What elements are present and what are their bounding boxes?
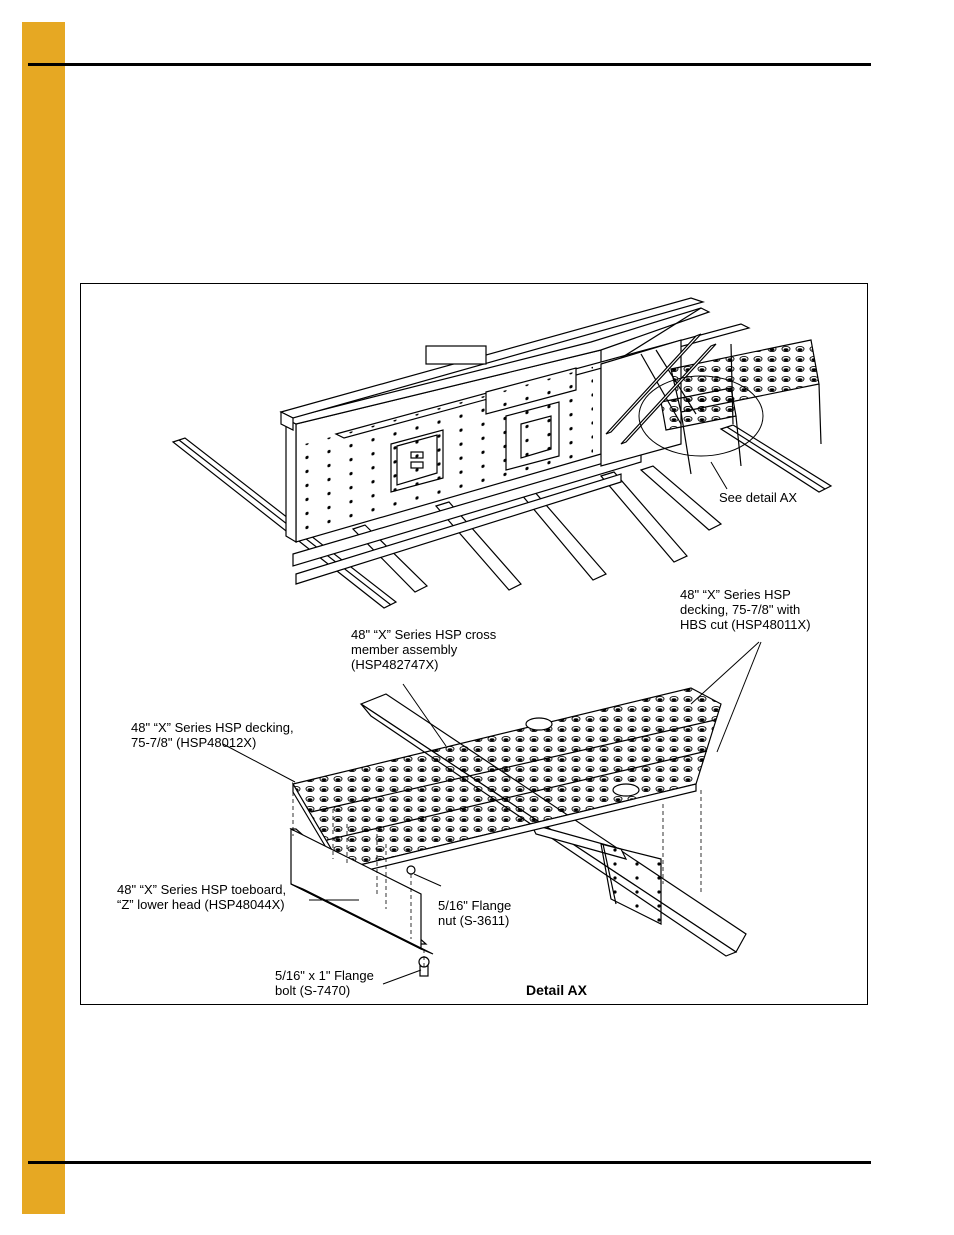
decking-hbs-label: 48" “X” Series HSP decking, 75-7/8" with HBS cut (HSP48011X): [680, 587, 811, 632]
see-detail-label: See detail AX: [719, 490, 798, 505]
detail-title: Detail AX: [526, 982, 587, 998]
detail-ax-drawing: [291, 688, 746, 976]
flange-bolt-label: 5/16" x 1" Flange bolt (S-7470): [275, 968, 374, 998]
upper-assembly-drawing: [173, 298, 831, 608]
header-rule: [28, 63, 871, 66]
side-tab: [22, 22, 65, 1214]
figure-frame: [80, 283, 868, 1005]
decking-label: 48" “X” Series HSP decking, 75-7/8" (HSP48012X): [131, 720, 294, 750]
flange-nut-label: 5/16" Flange nut (S-3611): [438, 898, 512, 928]
toeboard-label: 48" “X” Series HSP toeboard, “Z” lower head (HSP48044X): [117, 882, 287, 912]
cross-member-label: 48" “X” Series HSP cross member assembly (HSP482747X): [351, 627, 497, 672]
footer-rule: [28, 1161, 871, 1164]
